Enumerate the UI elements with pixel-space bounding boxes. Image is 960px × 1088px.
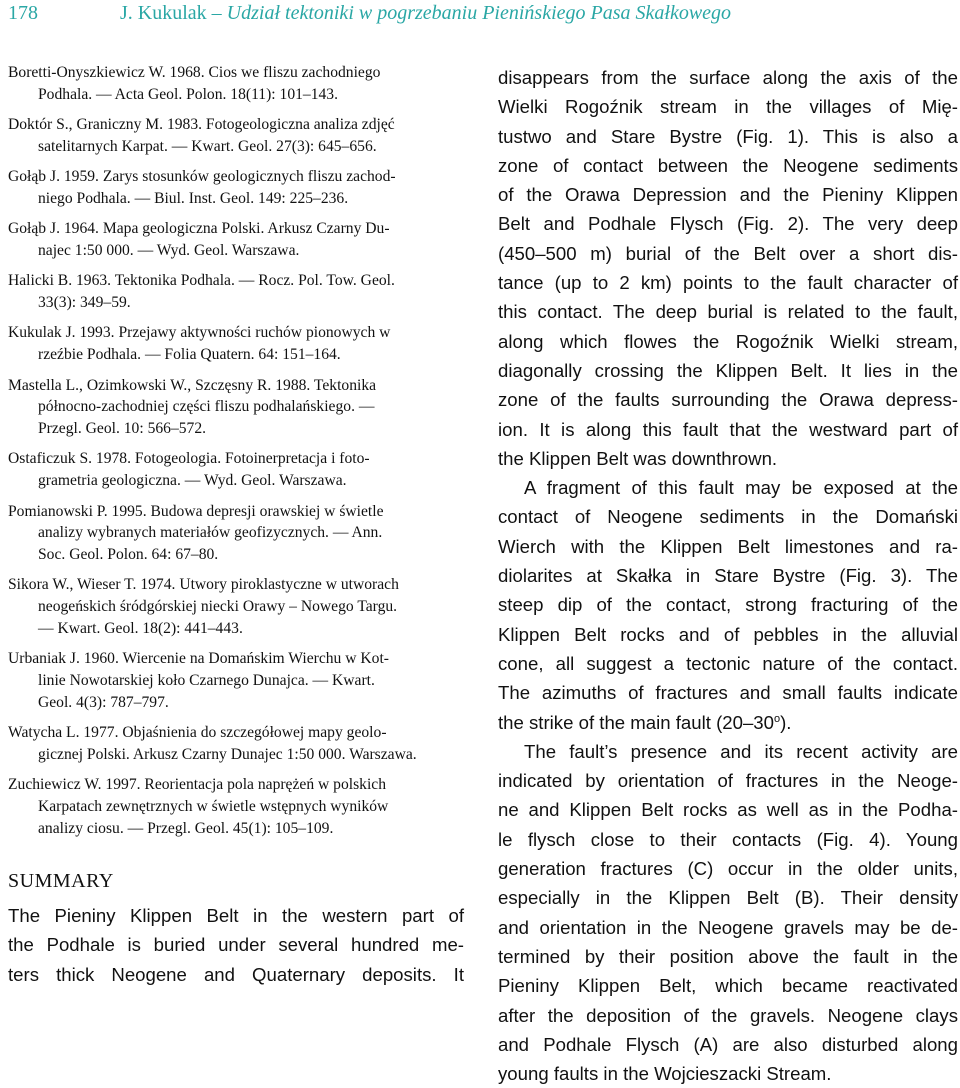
body-line: the Klippen Belt was downthrown.	[498, 447, 778, 469]
header-title: Udział tektoniki w pogrzebaniu Pienińskiego Pasa Skałkowego	[226, 2, 732, 24]
reference-entry	[8, 448, 464, 492]
reference-entry	[8, 722, 464, 766]
reference-line: rzeźbie Podhala. — Folia Quatern. 64: 151–164.	[38, 346, 341, 364]
reference-line: niego Podhala. — Biul. Inst. Geol. 149: 225–236.	[38, 189, 349, 207]
body-line: Wierch with the Klippen Belt limestones and ra-	[498, 535, 958, 557]
body-line-text: the strike of the main fault (20–30	[498, 711, 774, 733]
degree-superscript: o	[773, 712, 781, 725]
reference-line: Pomianowski P. 1995. Budowa depresji orawskiej w świetle	[8, 502, 384, 520]
body-line: young faults in the Wojcieszacki Stream.	[498, 1063, 832, 1085]
body-line: this contact. The deep burial is related to the fault,	[498, 301, 958, 323]
right-column	[498, 63, 958, 1088]
body-line: le flysch close to their contacts (Fig. 4). Young	[498, 828, 958, 850]
summary-line: The Pieniny Klippen Belt in the western part of	[8, 904, 464, 926]
body-line: ion. It is along this fault that the westward part of	[498, 418, 958, 440]
reference-entry	[8, 574, 464, 639]
body-line: Klippen Belt rocks and of pebbles in the alluvial	[498, 623, 958, 645]
summary-line: the Podhale is buried under several hundred me-	[8, 934, 464, 956]
body-line: generation fractures (C) occur in the older units,	[498, 858, 958, 880]
reference-line: Kukulak J. 1993. Przejawy aktywności ruchów pionowych w	[8, 324, 391, 342]
body-line: diagonally crossing the Klippen Belt. It lies in the	[498, 359, 958, 381]
reference-line: Zuchiewicz W. 1997. Reorientacja pola naprężeń w polskich	[8, 776, 387, 794]
reference-line: Gołąb J. 1964. Mapa geologiczna Polski. Arkusz Czarny Du-	[8, 220, 390, 238]
reference-line: analizy wybranych materiałów geofizycznych. — Ann.	[38, 524, 383, 542]
body-line: steep dip of the contact, strong fracturing of the	[498, 594, 958, 616]
body-line	[498, 708, 958, 737]
reference-entry	[8, 648, 464, 713]
header-dash: –	[206, 2, 227, 24]
body-line: diolarites at Skałka in Stare Bystre (Fig. 3). The	[498, 565, 958, 587]
summary-line: ters thick Neogene and Quaternary deposits. It	[8, 963, 464, 985]
reference-line: Soc. Geol. Polon. 64: 67–80.	[38, 546, 219, 564]
reference-line: północno-zachodniej części fliszu podhalańskiego. —	[38, 398, 375, 416]
body-line: indicated by orientation of fractures in the Neoge-	[498, 770, 958, 792]
reference-line: analizy ciosu. — Przegl. Geol. 45(1): 105–109.	[38, 819, 334, 837]
reference-entry	[8, 270, 464, 314]
reference-line: linie Nowotarskiej koło Czarnego Dunajca. — Kwart.	[38, 672, 375, 690]
page-number: 178	[8, 2, 38, 24]
reference-line: Podhala. — Acta Geol. Polon. 18(11): 101–143.	[38, 85, 339, 103]
body-line: Pieniny Klippen Belt, which became reactivated	[498, 975, 958, 997]
degree-close: ).	[780, 711, 792, 733]
body-line: especially in the Klippen Belt (B). Their density	[498, 887, 958, 909]
reference-line: Sikora W., Wieser T. 1974. Utwory piroklastyczne w utworach	[8, 576, 399, 594]
reference-entry	[8, 114, 464, 158]
reference-line: Halicki B. 1963. Tektonika Podhala. — Rocz. Pol. Tow. Geol.	[8, 272, 395, 290]
left-column	[8, 62, 464, 989]
body-line: after the deposition of the gravels. Neogene clays	[498, 1004, 958, 1026]
reference-entry	[8, 322, 464, 366]
reference-entry	[8, 774, 464, 839]
body-line: A fragment of this fault may be exposed at the	[524, 477, 958, 499]
header-author: J. Kukulak	[120, 2, 207, 24]
body-line: disappears from the surface along the axis of the	[498, 67, 958, 88]
body-line: ne and Klippen Belt rocks as well as in the Podha-	[498, 799, 958, 821]
running-header	[8, 2, 952, 25]
body-line: termined by their position above the fault in the	[498, 945, 958, 967]
reference-line: Gołąb J. 1959. Zarys stosunków geologicznych fliszu zachod-	[8, 168, 396, 186]
reference-entry	[8, 218, 464, 262]
body-line: tance (up to 2 km) points to the fault character of	[498, 272, 958, 294]
summary-heading: SUMMARY	[8, 869, 114, 892]
reference-line: 33(3): 349–59.	[38, 294, 131, 312]
reference-line: — Kwart. Geol. 18(2): 441–443.	[38, 620, 243, 638]
body-line: The azimuths of fractures and small faults indicate	[498, 682, 958, 704]
reference-line: grametria geologiczna. — Wyd. Geol. Warszawa.	[38, 472, 347, 490]
reference-line: Ostaficzuk S. 1978. Fotogeologia. Fotoinerpretacja i foto-	[8, 450, 370, 468]
reference-line: Boretti-Onyszkiewicz W. 1968. Cios we fliszu zachodniego	[8, 64, 381, 81]
reference-line: Watycha L. 1977. Objaśnienia do szczegółowej mapy geolo-	[8, 724, 387, 742]
reference-line: Karpatach zewnętrznych w świetle wstępnych wyników	[38, 798, 389, 816]
body-line: of the Orawa Depression and the Pieniny Klippen	[498, 184, 958, 206]
reference-entry	[8, 62, 464, 106]
reference-entry	[8, 501, 464, 566]
reference-line: Mastella L., Ozimkowski W., Szczęsny R. 1988. Tektonika	[8, 376, 377, 394]
reference-line: satelitarnych Karpat. — Kwart. Geol. 27(3): 645–656.	[38, 137, 377, 155]
body-line: Belt and Podhale Flysch (Fig. 2). The very deep	[498, 213, 958, 235]
reference-line: gicznej Polski. Arkusz Czarny Dunajec 1:50 000. Warszawa.	[38, 746, 417, 764]
reference-line: Urbaniak J. 1960. Wiercenie na Domańskim Wierchu w Kot-	[8, 650, 389, 668]
reference-line: Geol. 4(3): 787–797.	[38, 693, 169, 711]
body-line: along which flowes the Rogoźnik Wielki stream,	[498, 330, 958, 352]
reference-list	[8, 62, 464, 840]
body-line: cone, all suggest a tectonic nature of the contact.	[498, 652, 958, 674]
reference-line: neogeńskich śródgórskiej niecki Orawy – Nowego Targu.	[38, 598, 398, 616]
reference-entry	[8, 166, 464, 210]
body-line: (450–500 m) burial of the Belt over a short dis-	[498, 242, 958, 264]
reference-line: najec 1:50 000. — Wyd. Geol. Warszawa.	[38, 242, 300, 260]
body-line: zone of the faults surrounding the Orawa depress-	[498, 389, 958, 411]
body-line: The fault’s presence and its recent activity are	[524, 740, 958, 762]
body-line: and orientation in the Neogene gravels may be de-	[498, 916, 958, 938]
body-line: zone of contact between the Neogene sediments	[498, 154, 958, 176]
reference-line: Przegl. Geol. 10: 566–572.	[38, 420, 207, 438]
summary-text	[8, 901, 464, 990]
body-line: contact of Neogene sediments in the Domański	[498, 506, 958, 528]
body-line: and Podhale Flysch (A) are also disturbed along	[498, 1033, 958, 1055]
reference-entry	[8, 375, 464, 440]
reference-line: Doktór S., Graniczny M. 1983. Fotogeologiczna analiza zdjęć	[8, 116, 395, 134]
body-line: Wielki Rogoźnik stream in the villages of Mię-	[498, 96, 958, 118]
body-line: tustwo and Stare Bystre (Fig. 1). This is also a	[498, 125, 958, 147]
